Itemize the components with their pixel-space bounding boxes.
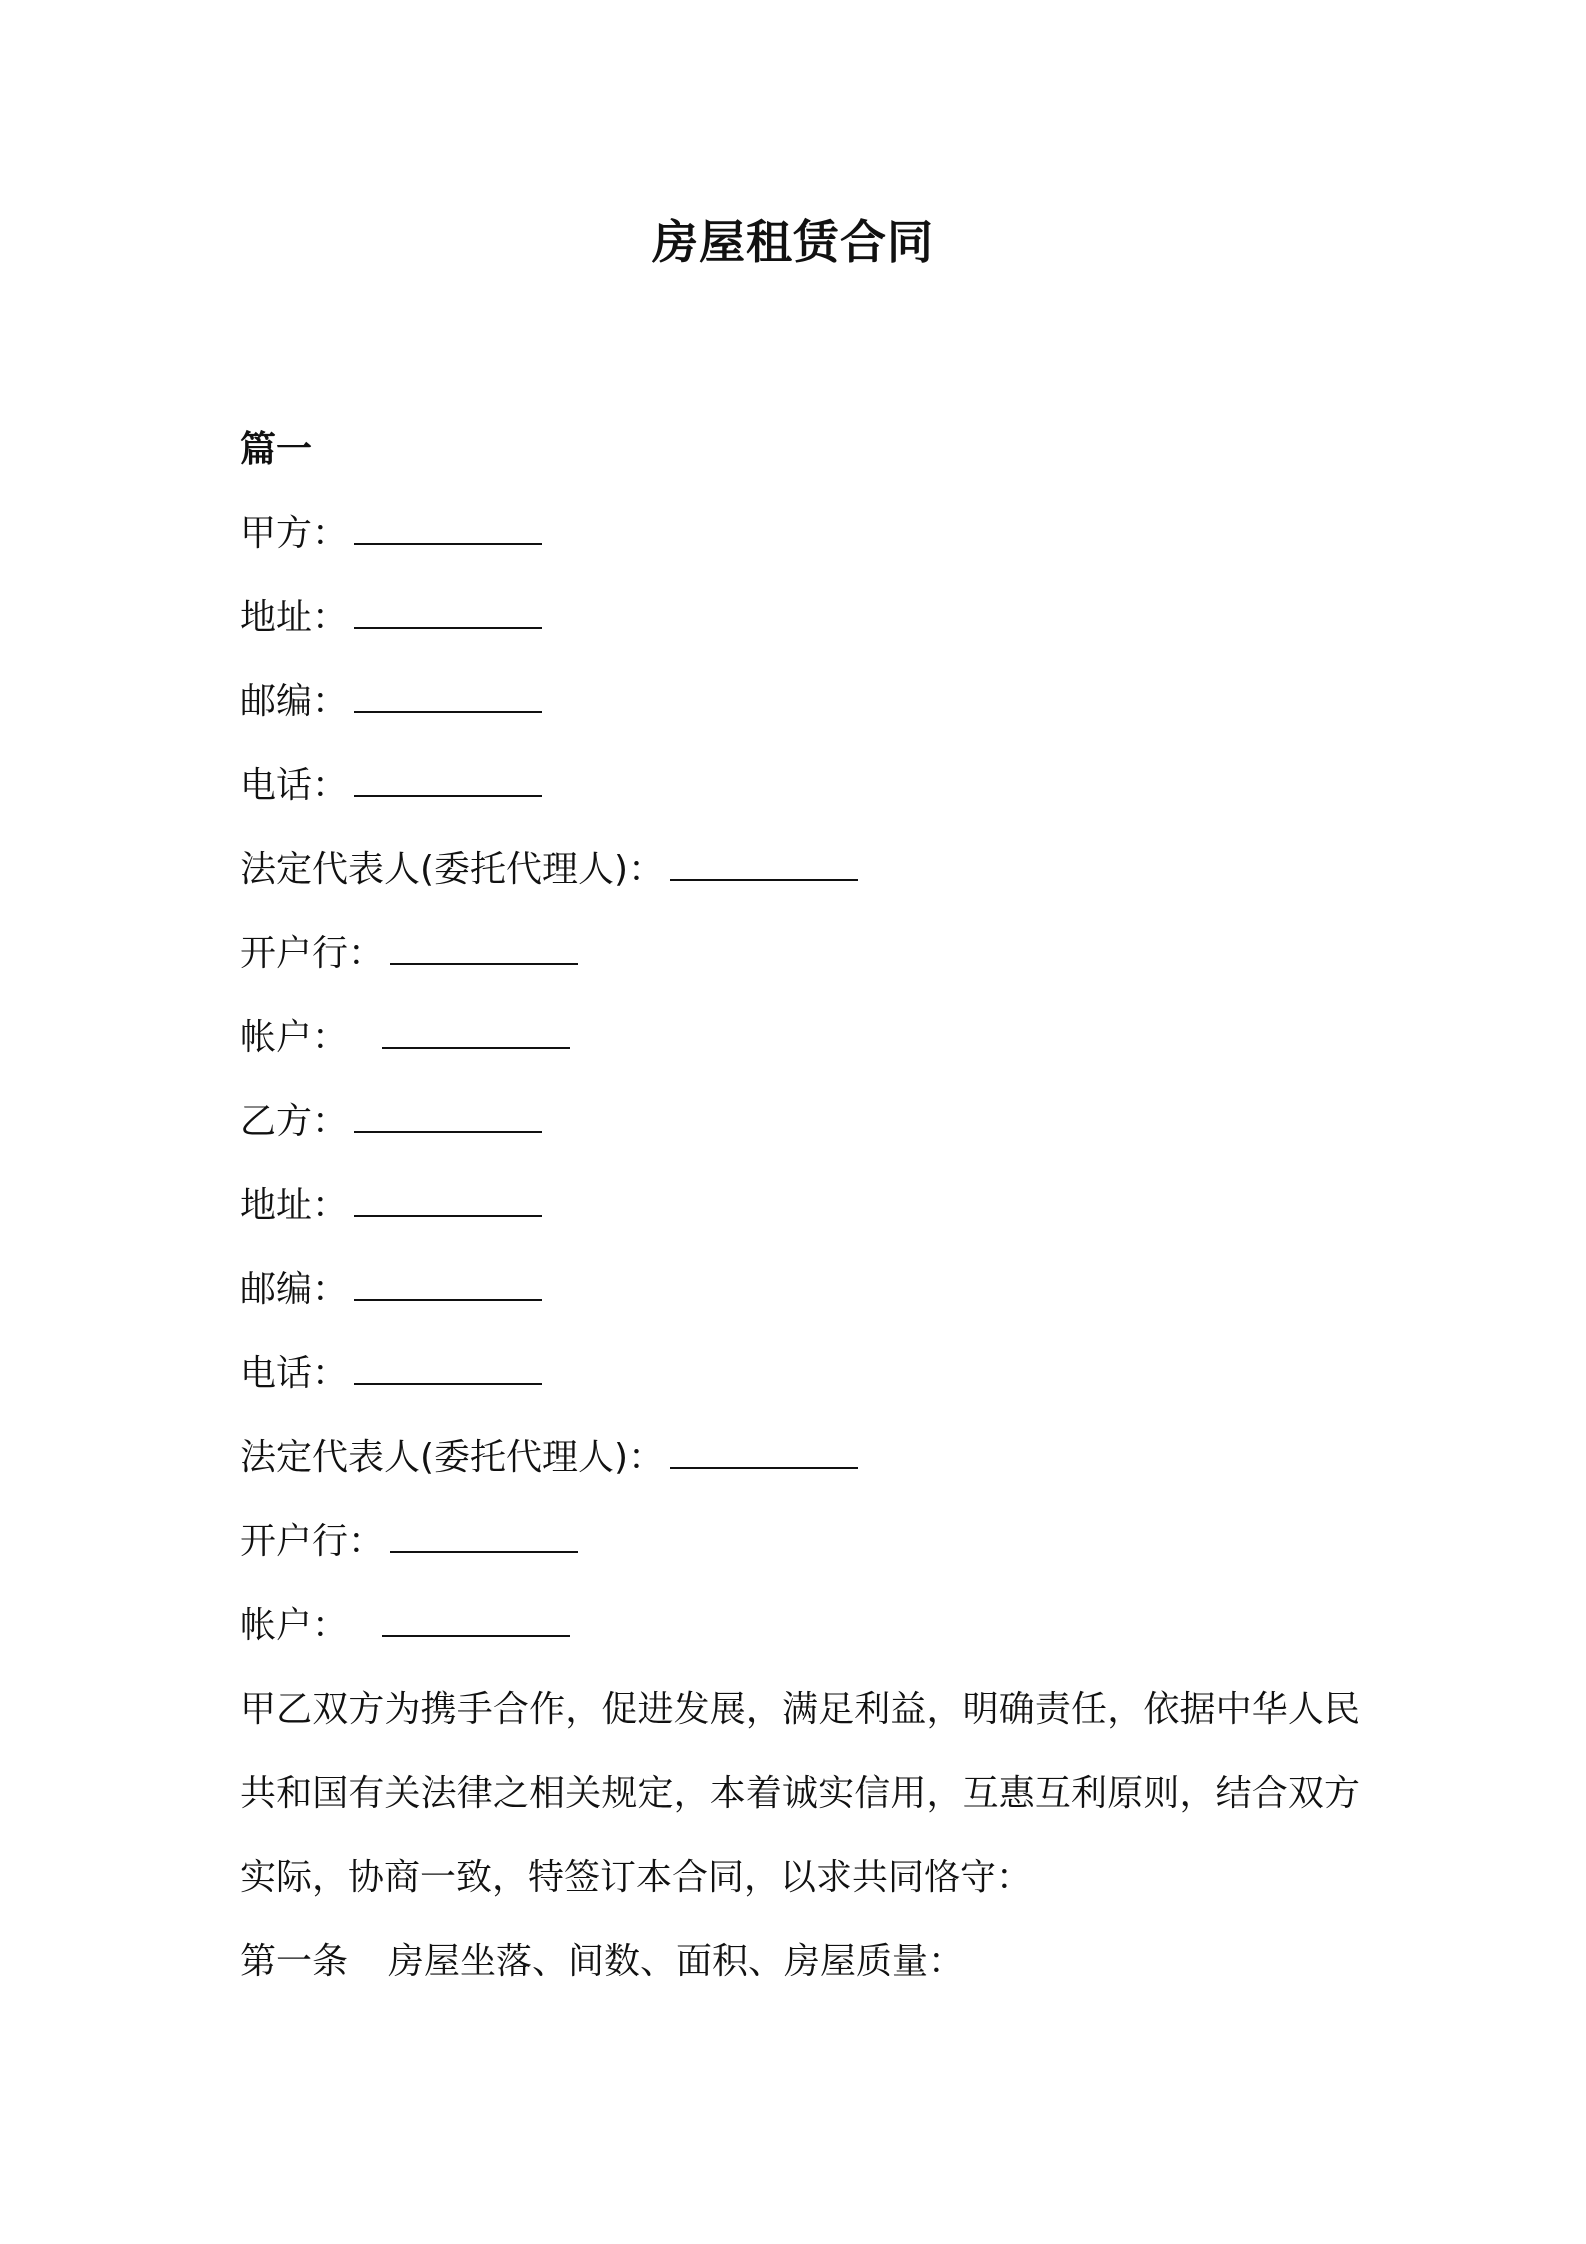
article-1-number: 第一条	[240, 1941, 349, 1982]
party-a-address-label: 地址：	[240, 597, 349, 638]
party-a-address-row	[240, 576, 1360, 660]
party-b-name-blank	[354, 1105, 542, 1133]
party-a-bank-row	[240, 912, 1360, 996]
document-title: 房屋租赁合同	[652, 215, 934, 269]
party-b-name-label: 乙方：	[240, 1101, 349, 1142]
party-a-name-row	[240, 492, 1360, 576]
party-b-account-label: 帐户：	[240, 1605, 349, 1646]
party-a-postcode-blank	[354, 685, 542, 713]
party-a-postcode-row	[240, 660, 1360, 744]
party-b-address-blank	[354, 1189, 542, 1217]
party-b-address-label: 地址：	[240, 1185, 349, 1226]
party-b-postcode-label: 邮编：	[240, 1269, 349, 1310]
party-a-bank-label: 开户行：	[240, 933, 385, 974]
preamble-paragraph: 甲乙双方为携手合作，促进发展，满足利益，明确责任，依据中华人民共和国有关法律之相关规定，本着诚实信用，互惠互利原则，结合双方实际，协商一致，特签订本合同，以求共同恪守：	[240, 1689, 1360, 1898]
party-a-representative-blank	[670, 853, 858, 881]
party-b-phone-blank	[354, 1357, 542, 1385]
document-body	[240, 408, 1360, 2004]
party-b-address-row	[240, 1164, 1360, 1248]
section-heading: 篇一	[240, 429, 313, 470]
party-b-phone-label: 电话：	[240, 1353, 349, 1394]
party-a-account-blank	[382, 1021, 570, 1049]
party-a-phone-blank	[354, 769, 542, 797]
party-a-account-label: 帐户：	[240, 1017, 349, 1058]
party-a-representative-label: 法定代表人(委托代理人)：	[240, 849, 665, 890]
party-b-account-row	[240, 1584, 1360, 1668]
party-b-bank-blank	[390, 1525, 578, 1553]
party-a-phone-label: 电话：	[240, 765, 349, 806]
party-b-bank-label: 开户行：	[240, 1521, 385, 1562]
party-a-postcode-label: 邮编：	[240, 681, 349, 722]
party-a-phone-row	[240, 744, 1360, 828]
party-b-postcode-row	[240, 1248, 1360, 1332]
party-b-bank-row	[240, 1500, 1360, 1584]
party-a-name-blank	[354, 517, 542, 545]
party-a-address-blank	[354, 601, 542, 629]
party-b-representative-row	[240, 1416, 1360, 1500]
article-1-row	[240, 1920, 1360, 2004]
party-b-representative-label: 法定代表人(委托代理人)：	[240, 1437, 665, 1478]
party-a-representative-row	[240, 828, 1360, 912]
article-1-text: 房屋坐落、间数、面积、房屋质量：	[388, 1941, 965, 1982]
party-a-name-label: 甲方：	[240, 513, 349, 554]
party-b-postcode-blank	[354, 1273, 542, 1301]
party-a-bank-blank	[390, 937, 578, 965]
party-b-name-row	[240, 1080, 1360, 1164]
party-b-representative-blank	[670, 1441, 858, 1469]
party-b-phone-row	[240, 1332, 1360, 1416]
party-b-account-blank	[382, 1609, 570, 1637]
party-a-account-row	[240, 996, 1360, 1080]
